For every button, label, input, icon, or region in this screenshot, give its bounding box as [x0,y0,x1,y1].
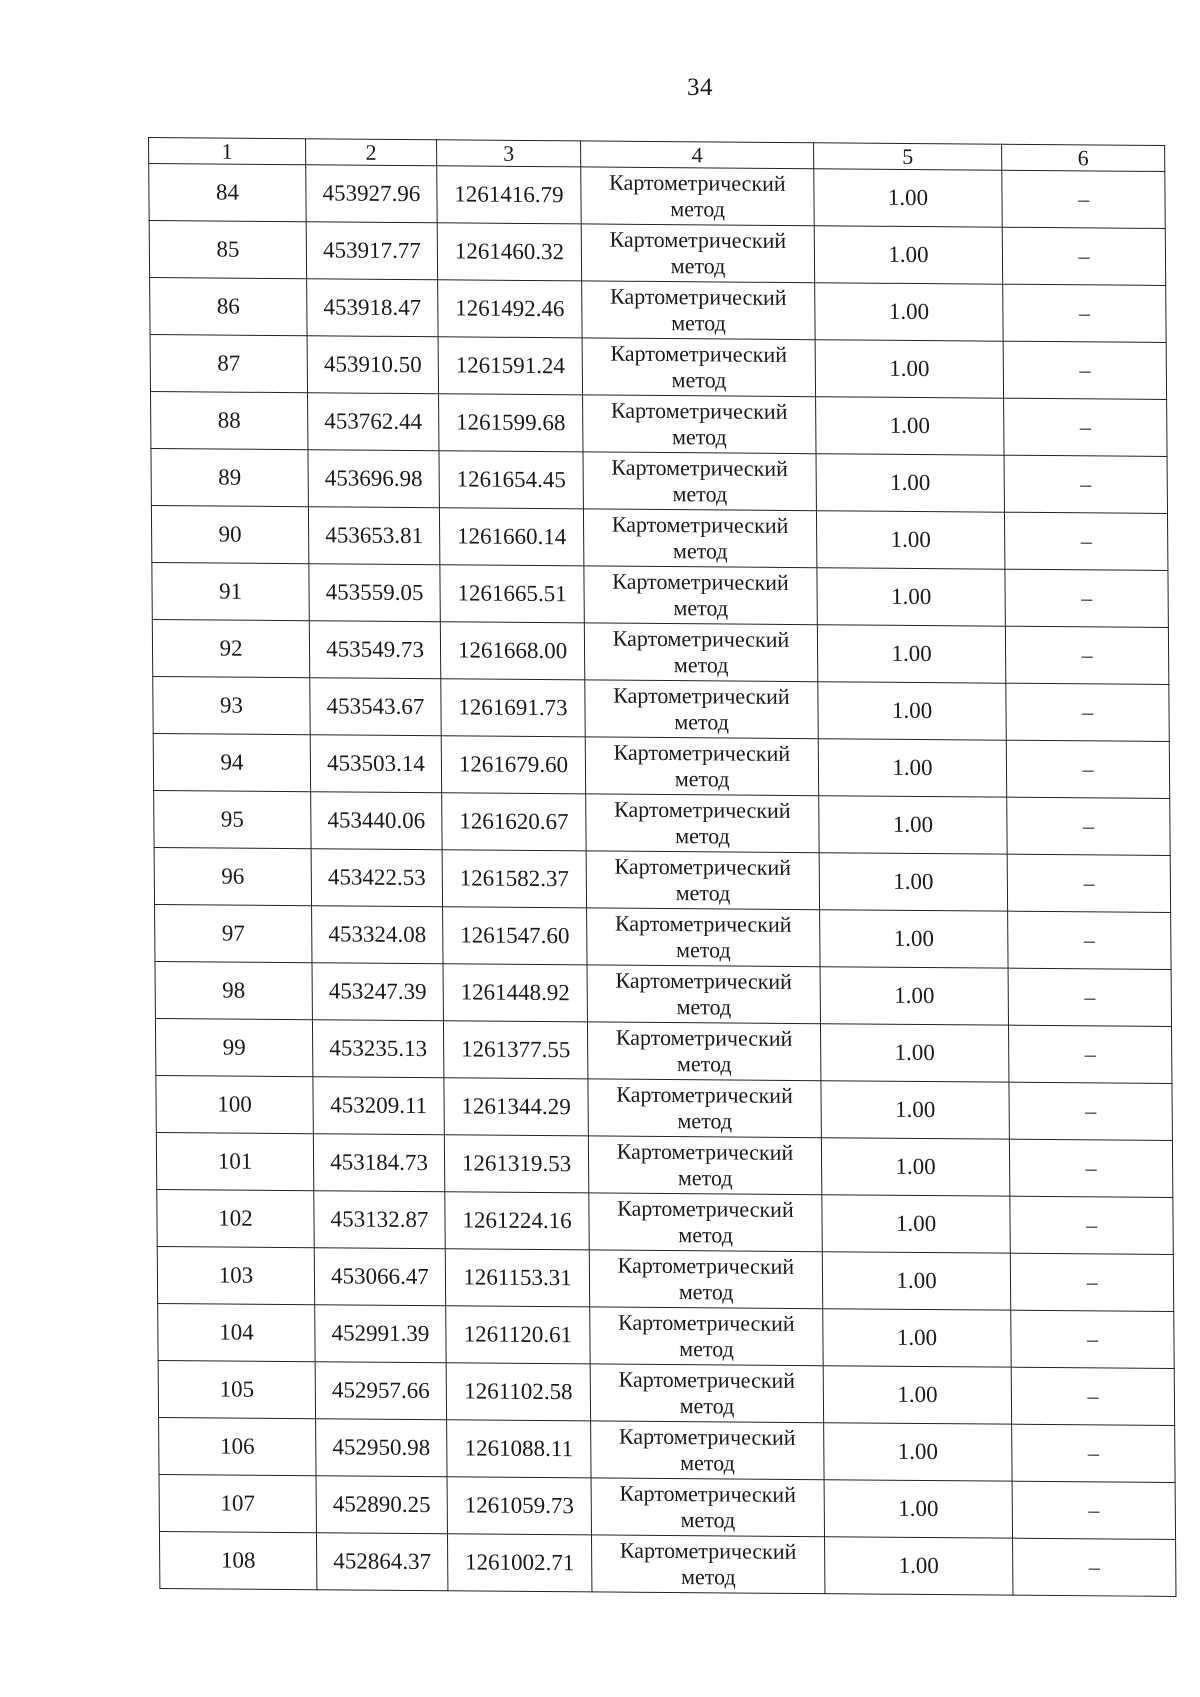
cell-precision: 1.00 [819,853,1007,911]
method-line-1: Картометрический [616,1138,794,1165]
cell-precision: 1.00 [820,967,1008,1025]
cell-point-number: 105 [158,1360,315,1418]
method-line-2: метод [670,196,725,222]
cell-precision: 1.00 [824,1423,1012,1481]
cell-point-number: 102 [157,1189,314,1247]
cell-note: – [1011,1310,1174,1368]
cell-coordinate-y: 1261088.11 [447,1420,591,1478]
method-line-1: Картометрический [609,226,787,254]
cell-coordinate-y: 1261319.53 [444,1135,588,1193]
cell-coordinate-y: 1261679.60 [441,736,585,794]
cell-method [591,1478,824,1537]
cell-point-number: 100 [156,1075,313,1133]
cell-method [590,1307,823,1366]
cell-method [584,566,817,625]
cell-coordinate-y: 1261460.32 [437,223,581,281]
table-row [149,164,1166,229]
cell-precision: 1.00 [823,1366,1011,1424]
cell-point-number: 87 [150,334,307,392]
method-line-1: Картометрический [617,1195,794,1222]
cell-coordinate-y: 1261582.37 [442,850,586,908]
cell-note: – [1006,683,1169,741]
cell-note: – [1007,854,1170,912]
cell-coordinate-x: 453184.73 [313,1134,444,1192]
method-line-2: метод [671,310,726,336]
method-line-2: метод [679,1393,735,1419]
cell-coordinate-x: 453235.13 [312,1020,443,1078]
method-line-1: Картометрический [617,1252,795,1279]
cell-coordinate-y: 1261691.73 [441,679,585,737]
cell-coordinate-y: 1261654.45 [439,451,583,509]
method-line-1: Картометрический [616,1081,793,1108]
cell-method [583,509,816,568]
cell-coordinate-x: 453132.87 [314,1191,445,1249]
cell-precision: 1.00 [822,1195,1010,1253]
cell-coordinate-x: 453503.14 [310,735,441,793]
cell-note: – [1004,398,1167,456]
cell-point-number: 94 [153,733,310,791]
cell-method [582,281,815,340]
cell-note: – [1003,284,1166,342]
cell-coordinate-y: 1261102.58 [446,1363,590,1421]
cell-note: – [1003,341,1166,399]
cell-coordinate-y: 1261668.00 [440,622,584,680]
cell-method [583,452,816,511]
cell-method [587,908,820,967]
cell-note: – [1008,911,1171,969]
cell-precision: 1.00 [823,1309,1011,1367]
cell-note: – [1012,1424,1175,1482]
table-row [150,277,1167,342]
cell-coordinate-x: 453066.47 [314,1248,445,1306]
cell-point-number: 106 [159,1417,316,1475]
cell-precision: 1.00 [819,796,1007,854]
table-row [159,1531,1176,1596]
method-line-2: метод [673,652,729,678]
cell-precision: 1.00 [816,454,1004,512]
cell-method [585,737,818,796]
method-line-1: Картометрический [617,1309,795,1336]
method-line-2: метод [680,1450,735,1476]
cell-coordinate-x: 452991.39 [315,1305,446,1363]
table-row [153,676,1170,741]
table-row [151,448,1168,513]
cell-note: – [1005,626,1168,684]
method-line-1: Картометрический [613,796,791,823]
cell-note: – [1010,1253,1173,1311]
table-row [152,619,1169,684]
method-line-1: Картометрический [612,568,789,595]
method-line-2: метод [678,1222,734,1248]
table-row [154,790,1171,855]
method-line-2: метод [673,595,729,621]
method-line-2: метод [671,367,727,393]
method-line-2: метод [672,481,728,507]
cell-note: – [1010,1196,1173,1254]
cell-coordinate-x: 453422.53 [311,849,442,907]
cell-coordinate-y: 1261591.24 [438,337,582,395]
cell-precision: 1.00 [821,1081,1009,1139]
cell-coordinate-x: 453549.73 [309,621,440,679]
cell-coordinate-y: 1261416.79 [437,166,581,224]
method-line-2: метод [676,937,731,963]
method-line-1: Картометрический [611,454,788,481]
cell-method [591,1421,824,1480]
cell-note: – [1009,1082,1172,1140]
cell-note: – [1012,1481,1175,1539]
table-row [152,562,1169,627]
cell-note: – [1007,797,1170,855]
cell-method [586,794,819,853]
cell-point-number: 84 [149,164,306,222]
cell-precision: 1.00 [816,511,1004,569]
cell-method [591,1535,824,1594]
cell-coordinate-y: 1261002.71 [447,1534,591,1592]
cell-coordinate-y: 1261059.73 [447,1477,591,1535]
cell-coordinate-y: 1261153.31 [445,1249,589,1307]
method-line-2: метод [675,880,731,906]
method-line-1: Картометрический [612,625,790,652]
method-line-2: метод [680,1564,736,1590]
table-row [155,1018,1172,1083]
cell-point-number: 96 [154,847,311,905]
method-line-2: метод [680,1507,736,1533]
cell-note: – [1005,569,1168,627]
cell-coordinate-y: 1261547.60 [443,907,587,965]
cell-note: – [1002,170,1165,228]
method-line-2: метод [674,766,730,792]
cell-coordinate-y: 1261377.55 [443,1021,587,1079]
cell-precision: 1.00 [817,568,1005,626]
method-line-1: Картометрический [609,169,786,197]
method-line-2: метод [678,1279,734,1305]
cell-method [581,167,814,226]
method-line-1: Картометрический [618,1366,796,1393]
cell-point-number: 99 [155,1018,312,1076]
cell-coordinate-x: 453696.98 [308,450,439,508]
cell-point-number: 103 [157,1246,314,1304]
cell-precision: 1.00 [825,1537,1013,1595]
table-row [150,334,1167,399]
cell-precision: 1.00 [821,1138,1009,1196]
method-line-2: метод [675,823,730,849]
table-row [158,1360,1175,1425]
cell-coordinate-y: 1261599.68 [439,394,583,452]
cell-coordinate-y: 1261665.51 [440,565,584,623]
cell-coordinate-y: 1261620.67 [442,793,586,851]
cell-point-number: 93 [153,676,310,734]
method-line-1: Картометрический [619,1480,797,1507]
method-line-1: Картометрический [610,340,788,367]
cell-coordinate-x: 452950.98 [316,1419,447,1477]
page-number: 34 [687,74,713,101]
cell-point-number: 91 [152,562,309,620]
cell-point-number: 92 [152,619,309,677]
cell-point-number: 108 [159,1531,316,1589]
table-row [156,1132,1173,1197]
cell-point-number: 107 [159,1474,316,1532]
cell-point-number: 89 [151,448,308,506]
cell-coordinate-x: 453543.67 [310,678,441,736]
column-header: 4 [581,141,814,169]
method-line-1: Картометрический [610,397,788,424]
cell-precision: 1.00 [814,226,1002,284]
cell-note: – [1011,1367,1174,1425]
table-row [158,1303,1175,1368]
method-line-1: Картометрический [615,1024,793,1051]
method-line-1: Картометрический [614,910,792,937]
cell-method [590,1364,823,1423]
cell-point-number: 104 [158,1303,315,1361]
cell-coordinate-y: 1261344.29 [444,1078,588,1136]
method-line-1: Картометрический [618,1423,796,1450]
table-row [154,847,1171,912]
cell-method [587,1022,820,1081]
cell-note: – [1013,1538,1176,1596]
method-line-2: метод [670,253,726,279]
column-header: 1 [149,138,306,165]
method-line-2: метод [676,994,732,1020]
cell-method [588,1136,821,1195]
method-line-2: метод [671,424,727,450]
column-header: 5 [814,143,1002,170]
cell-precision: 1.00 [818,682,1006,740]
cell-coordinate-x: 452957.66 [315,1362,446,1420]
cell-method [583,395,816,454]
cell-coordinate-x: 452864.37 [316,1533,447,1591]
method-line-1: Картометрический [613,682,790,709]
cell-method [581,224,814,283]
cell-precision: 1.00 [816,397,1004,455]
cell-coordinate-x: 453324.08 [312,906,443,964]
cell-coordinate-x: 452890.25 [316,1476,447,1534]
cell-precision: 1.00 [814,169,1002,227]
cell-method [588,1079,821,1138]
cell-coordinate-y: 1261492.46 [438,280,582,338]
table-row [157,1246,1174,1311]
table-row [157,1189,1174,1254]
method-line-1: Картометрический [619,1537,797,1564]
table-row [150,391,1167,456]
cell-point-number: 85 [149,221,306,279]
table-row [149,221,1166,286]
cell-coordinate-x: 453559.05 [309,564,440,622]
cell-note: – [1004,455,1167,513]
cell-precision: 1.00 [818,739,1006,797]
method-line-2: метод [674,709,729,735]
method-line-1: Картометрический [613,739,791,766]
coordinates-table [148,137,1176,1597]
table-row [156,1075,1173,1140]
cell-point-number: 86 [150,277,307,335]
cell-method [587,965,820,1024]
cell-coordinate-x: 453440.06 [311,792,442,850]
cell-note: – [1002,227,1165,285]
cell-method [584,623,817,682]
cell-method [585,680,818,739]
method-line-2: метод [676,1051,732,1077]
cell-method [589,1250,822,1309]
cell-precision: 1.00 [815,340,1003,398]
cell-precision: 1.00 [820,1024,1008,1082]
table-row [155,961,1172,1026]
cell-coordinate-x: 453247.39 [312,963,443,1021]
table-row [159,1474,1176,1539]
method-line-1: Картометрический [611,511,789,538]
cell-precision: 1.00 [815,283,1003,341]
cell-point-number: 101 [156,1132,313,1190]
cell-coordinate-y: 1261120.61 [446,1306,590,1364]
cell-precision: 1.00 [822,1252,1010,1310]
method-line-1: Картометрический [614,853,792,880]
method-line-2: метод [677,1108,733,1134]
cell-method [582,338,815,397]
column-header: 3 [437,140,581,167]
cell-coordinate-x: 453927.96 [306,165,437,223]
cell-coordinate-y: 1261660.14 [439,508,583,566]
cell-coordinate-x: 453653.81 [308,507,439,565]
cell-note: – [1004,512,1167,570]
method-line-2: метод [672,538,728,564]
cell-precision: 1.00 [820,910,1008,968]
cell-coordinate-x: 453762.44 [308,393,439,451]
cell-note: – [1008,968,1171,1026]
cell-note: – [1006,740,1169,798]
cell-coordinate-x: 453917.77 [306,222,437,280]
column-header: 2 [306,139,437,166]
table-row [151,505,1168,570]
cell-point-number: 90 [151,505,308,563]
cell-point-number: 97 [155,904,312,962]
table-row [159,1417,1176,1482]
cell-coordinate-x: 453209.11 [313,1077,444,1135]
cell-precision: 1.00 [817,625,1005,683]
cell-method [589,1193,822,1252]
cell-point-number: 98 [155,961,312,1019]
cell-coordinate-x: 453910.50 [307,336,438,394]
coordinates-sheet [148,137,1175,1597]
cell-precision: 1.00 [824,1480,1012,1538]
cell-coordinate-y: 1261448.92 [443,964,587,1022]
table-row [155,904,1172,969]
table-row [153,733,1170,798]
method-line-1: Картометрический [609,283,787,310]
method-line-2: метод [677,1165,733,1191]
column-header: 6 [1002,144,1165,171]
cell-coordinate-y: 1261224.16 [445,1192,589,1250]
cell-point-number: 95 [154,790,311,848]
method-line-1: Картометрический [615,967,792,994]
cell-note: – [1009,1025,1172,1083]
table-body [149,138,1176,1597]
cell-method [586,851,819,910]
method-line-2: метод [679,1336,734,1362]
cell-coordinate-x: 453918.47 [307,279,438,337]
cell-point-number: 88 [150,391,307,449]
cell-note: – [1009,1139,1172,1197]
